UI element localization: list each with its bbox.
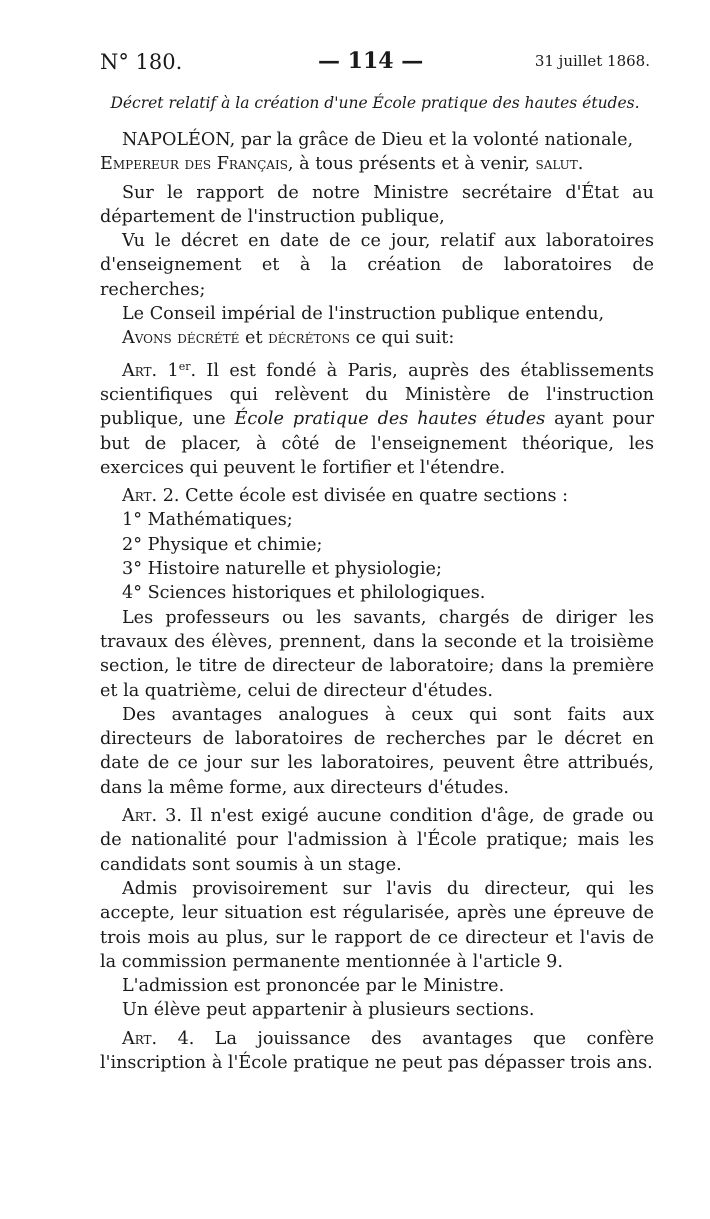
emperor-name: NAPOLÉON, [122,130,236,150]
decree-title: Décret relatif à la création d'une École pratique des hautes études. [110,94,640,112]
consideration-council: Le Conseil impérial de l'instruction publique entendu, [122,304,605,325]
article-4: Art. 4. La jouissance des avantages que confère l'inscription à l'École pratique ne peut pas dépasser trois ans. [100,1028,654,1073]
section-item: 2° Physique et chimie; [122,534,323,555]
consideration-report: Sur le rapport de notre Ministre secrétaire d'État au département de l'instruction publique, [100,182,654,227]
decree-date: 31 juillet 1868. [534,52,650,70]
article-3-paragraph: Admis provisoirement sur l'avis du directeur, qui les accepte, leur situation est régularisée, après une épreuve de trois mois au plus, sur le rapport de ce directeur et l'avis de la commission permanente mentionnée à l'article 9. [100,878,654,972]
page-header [100,44,650,78]
article-2-paragraph: Les professeurs ou les savants, chargés de diriger les travaux des élèves, prennent, dans la seconde et la troisième section, le titre de directeur de laboratoire; dans la première et la quatrième, celui de directeur d'études. [100,607,654,701]
article-label: Art. 1 [122,360,179,381]
section-item: 1° Mathématiques; [122,510,293,531]
decree-number: N° 180. [100,50,183,74]
section-item: 4° Sciences historiques et philologiques. [122,583,486,604]
article-1: Art. 1er. Il est fondé à Paris, auprès des établissements scientifiques qui relèvent du Ministère de l'instruction publique, une École pratique des hautes études ayant pour but de placer, à côté de l'enseignement théorique, les exercices qui peuvent le fortifier et l'étendre. [100,359,654,478]
page-number: — 114 — [318,48,424,74]
preamble: NAPOLÉON, par la grâce de Dieu et la volonté nationale, Empereur des Français, à tous présents et à venir, salut. [100,130,634,175]
decree-formula: Avons décrété et décrétons ce qui suit: [122,328,455,349]
article-3-paragraph: L'admission est prononcée par le Ministre. [122,976,505,997]
article-2-paragraph: Des avantages analogues à ceux qui sont faits aux directeurs de laboratoires de recherches par le décret en date de ce jour sur les laboratoires, peuvent être attribués, dans la même forme, aux directeurs d'études. [100,704,654,798]
section-item: 3° Histoire naturelle et physiologie; [122,559,442,580]
consideration-decree: Vu le décret en date de ce jour, relatif aux laboratoires d'enseignement et à la création de laboratoires de recherches; [100,231,654,300]
article-label: Art. [122,486,158,507]
article-label: Art. [122,806,158,827]
decree-body [100,128,654,1075]
article-3: Art. 3. Il n'est exigé aucune condition d'âge, de grade ou de nationalité pour l'admission à l'École pratique; mais les candidats sont soumis à un stage. [100,806,654,875]
article-2: Art. 2. Cette école est divisée en quatre sections : [122,486,568,507]
article-3-paragraph: Un élève peut appartenir à plusieurs sections. [122,1000,535,1021]
article-label: Art. [122,1028,158,1049]
